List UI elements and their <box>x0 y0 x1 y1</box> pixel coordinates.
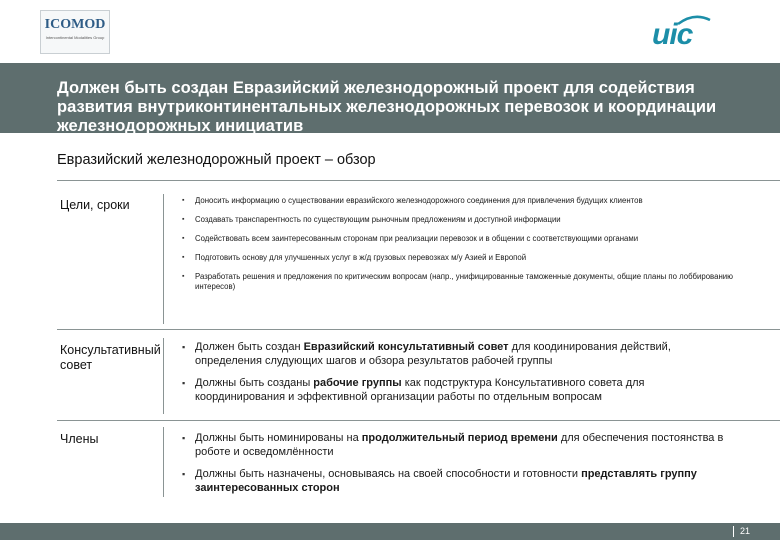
icomod-logo-text: ICOMOD <box>44 17 106 32</box>
section-separator <box>57 420 780 421</box>
section-label-council: Консультативный совет <box>60 343 161 372</box>
section-label-members: Члены <box>60 432 99 446</box>
list-item: ▪ Доносить информацию о существовании евразийского железнодорожного соединения для привлечения будущих клиентов <box>182 196 737 206</box>
section-council-list <box>182 340 737 412</box>
footer-divider <box>733 526 734 537</box>
list-item: ▪ Подготовить основу для улучшенных услуг в ж/д грузовых перевозках м/у Азией и Европой <box>182 253 737 263</box>
icomod-logo <box>40 10 110 54</box>
title-band <box>0 63 780 133</box>
icomod-logo-caption: Intercontinental Modalities Group <box>45 35 105 40</box>
uic-logo-swoosh-icon <box>648 12 712 52</box>
subtitle-rule <box>57 180 780 181</box>
uic-logo <box>648 12 712 52</box>
list-item: ▪ Должны быть номинированы на продолжительный период времени для обеспечения постоянства в роботе и осведомлённости <box>182 431 737 459</box>
section-divider-vertical <box>163 194 164 324</box>
uic-logo-text: uic <box>652 18 693 51</box>
section-label-goals: Цели, сроки <box>60 198 130 212</box>
footer-band <box>0 523 780 540</box>
list-item: ▪ Должны быть назначены, основываясь на своей способности и готовности представлять группу заинтересованных сторон <box>182 467 737 495</box>
section-separator <box>57 329 780 330</box>
section-goals-list <box>182 196 737 301</box>
page-number: 21 <box>739 526 750 536</box>
section-divider-vertical <box>163 338 164 414</box>
list-item: ▪ Должны быть созданы рабочие группы как подструктура Консультативного совета для координирования и эффективной организации работы по отдельным вопросам <box>182 376 737 404</box>
section-divider-vertical <box>163 427 164 497</box>
slide-subtitle: Евразийский железнодорожный проект – обзор <box>57 152 376 168</box>
list-item: ▪ Разработать решения и предложения по критическим вопросам (напр., унифицированные таможенные документы, общие планы по лоббированию интересов) <box>182 272 737 292</box>
list-item: ▪ Должен быть создан Евразийский консультативный совет для коодинирования действий, определения слудующих шагов и обзора результатов рабочей группы <box>182 340 737 368</box>
slide-title: Должен быть создан Евразийский железнодорожный проект для содействия развития внутриконтинентальных железнодорожных перевозок и координации железнодорожных инициатив <box>57 79 717 135</box>
list-item: ▪ Создавать транспарентность по существующим рыночным предложениям и доступной информации <box>182 215 737 225</box>
section-members-list <box>182 431 737 503</box>
list-item: ▪ Содействовать всем заинтересованным сторонам при реализации перевозок и в общении с соответствующими органами <box>182 234 737 244</box>
